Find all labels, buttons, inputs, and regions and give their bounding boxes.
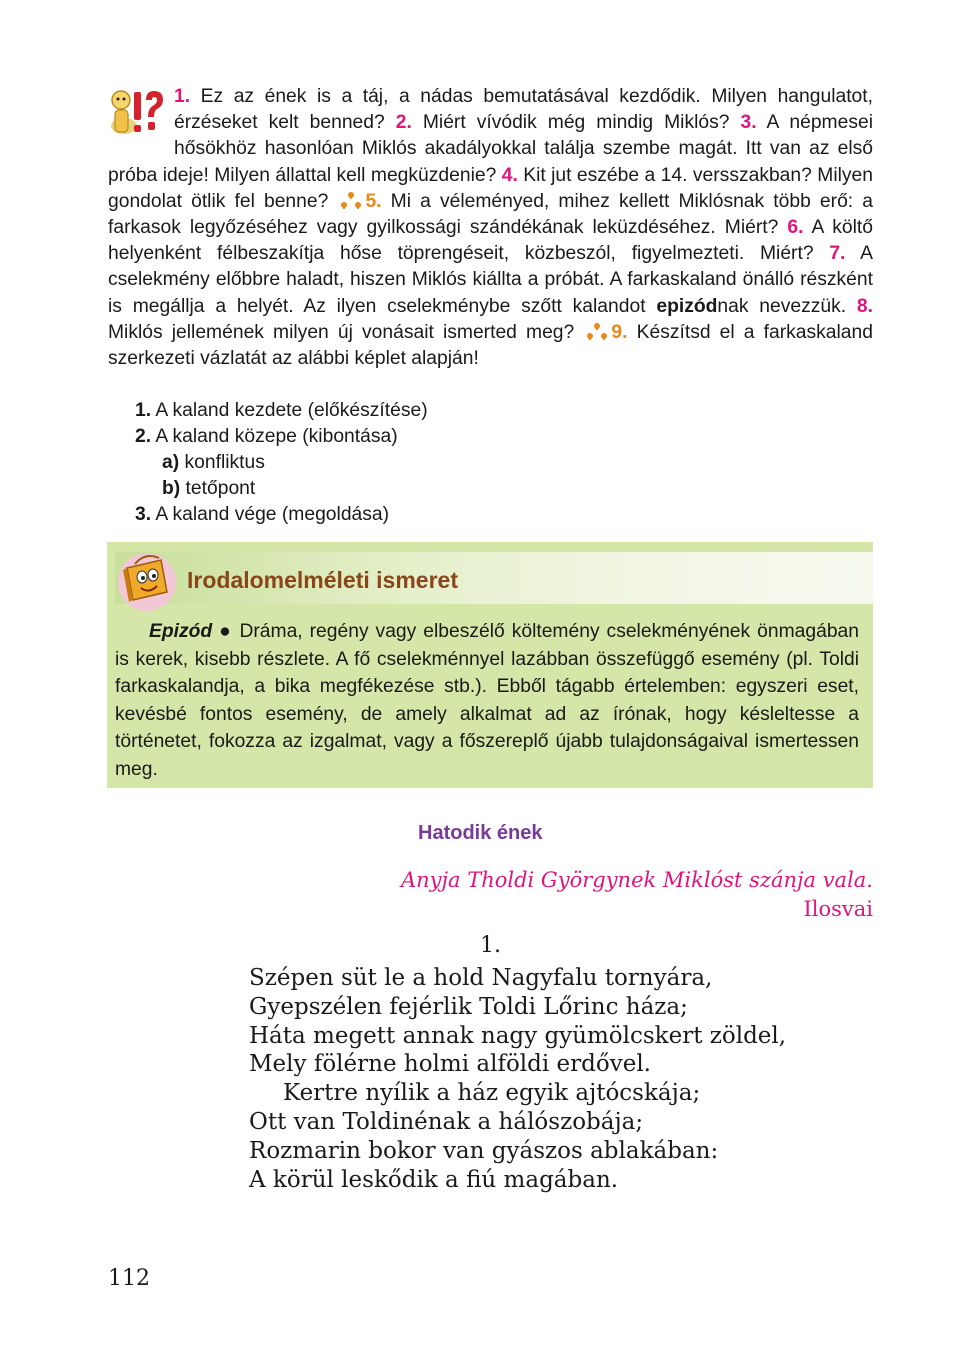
- question-number-6: 6.: [787, 217, 804, 239]
- poem-stanza: [249, 964, 786, 1194]
- motto-quote: Anyja Tholdi Györgynek Miklóst szánja vala.: [400, 868, 873, 892]
- orange-star-icon: [339, 191, 363, 211]
- question-7-term: epizód: [656, 295, 718, 317]
- theory-term: Epizód: [149, 621, 213, 642]
- question-2-text: Miért vívódik még mindig Miklós?: [411, 112, 741, 134]
- question-number-8: 8.: [856, 295, 873, 317]
- canto-title: Hatodik ének: [418, 822, 543, 844]
- outline-item-2-num: 2.: [135, 426, 152, 447]
- question-number-5: 5.: [365, 190, 382, 212]
- question-4-text: Kit jut eszébe a 14. versszakban? Milyen gondolat ötlik fel benne?: [108, 164, 873, 212]
- outline-list: [108, 398, 873, 528]
- outline-item-2-text: A kaland közepe (kibontása): [151, 426, 398, 447]
- question-3-text: A népmesei hősökhöz hasonlóan Miklós akadályokkal találja szembe magát. Itt van az első próba ideje! Milyen állattal kell megküzdenie?: [108, 112, 873, 186]
- poem-line: Ott van Toldinénak a hálószobája;: [249, 1108, 644, 1135]
- poem-line: Szépen süt le a hold Nagyfalu tornyára,: [249, 965, 713, 991]
- theory-paragraph: [115, 618, 859, 784]
- outline-item-1: [108, 398, 873, 424]
- page-number: 112: [108, 1266, 150, 1291]
- outline-item-2: [108, 424, 873, 450]
- question-1-text: Ez az ének is a táj, a nádas bemutatásával kezdődik. Milyen hangulatot, érzéseket kelt benned?: [174, 86, 873, 134]
- question-8-text: Miklós jellemének milyen új vonásait ismerted meg?: [108, 321, 584, 343]
- question-number-1: 1.: [174, 86, 191, 107]
- outline-item-1-text: A kaland kezdete (előkészítése): [151, 400, 428, 421]
- questions-paragraph: [108, 84, 873, 372]
- poem-line: A körül leskődik a fiú magában.: [249, 1166, 619, 1193]
- outline-item-3-text: A kaland vége (megoldása): [151, 504, 390, 525]
- question-7-text: A cselekmény előbbre haladt, hiszen Miklós kiállta a próbát. A farkaskaland önálló részként is megállja a helyét. Az ilyen cselekménybe szőtt kalandot: [108, 243, 873, 317]
- outline-item-2b-text: tetőpont: [180, 478, 256, 499]
- theory-definition-text: Dráma, regény vagy elbeszélő költemény cselekményének önmagában is kerek, kisebb részlete. A fő cselekménnyel lazábban összefüggő esemény (pl. Toldi farkaskalandja, a bika megfékezése stb.). Ebből tágabb értelemben: egyszeri eset, kevésbé fontos esemény, de amely alkalmat ad az írónak, hogy késleltesse a történetet, fokozza az izgalmat, vagy a főszereplő újabb tulajdonságaival ismertessen meg.: [115, 621, 859, 780]
- question-number-4: 4.: [501, 164, 518, 186]
- book-character-icon: [115, 548, 179, 612]
- outline-item-1-num: 1.: [135, 400, 152, 421]
- motto: [401, 866, 873, 924]
- outline-item-3-num: 3.: [135, 504, 152, 525]
- orange-star-icon: [585, 322, 609, 342]
- outline-item-2a: [108, 450, 873, 476]
- poem-line: Rozmarin bokor van gyászos ablakában:: [249, 1137, 719, 1164]
- exclamation-question-icon: [108, 86, 166, 138]
- poem-line: Háta megett annak nagy gyümölcskert zöldel,: [249, 1022, 787, 1049]
- question-6-text: A költő helyenként félbeszakítja hőse töprengéseit, közbeszól, figyelmezteti. Miért?: [108, 217, 873, 265]
- theory-bullet: ●: [212, 621, 240, 642]
- poem-line: Gyepszélen fejérlik Toldi Lőrinc háza;: [249, 993, 688, 1020]
- question-5-text: Mi a véleményed, mihez kellett Miklósnak több erő: a farkasok legyőzéséhez vagy gyilkossági szándékának leküzdéséhez. Miért?: [108, 190, 873, 239]
- stanza-number: 1.: [480, 933, 501, 958]
- outline-item-2b-label: b): [162, 478, 181, 499]
- question-7-text-after: nak nevezzük.: [717, 295, 857, 317]
- poem-line: Mely fölérne holmi alföldi erdővel.: [249, 1051, 651, 1078]
- theory-box: [107, 542, 873, 788]
- outline-item-2a-label: a): [162, 452, 180, 473]
- question-number-3: 3.: [740, 112, 757, 134]
- outline-item-3: [108, 502, 873, 528]
- question-9-text: Készítsd el a farkaskaland szerkezeti vázlatát az alábbi képlet alapján!: [108, 321, 873, 370]
- theory-title: Irodalomelméleti ismeret: [187, 567, 458, 593]
- theory-definition: [107, 618, 873, 784]
- outline-item-2b: [108, 476, 873, 502]
- question-number-2: 2.: [395, 112, 412, 134]
- question-number-9: 9.: [611, 321, 628, 343]
- motto-source: Ilosvai: [803, 897, 873, 921]
- poem-line: Kertre nyílik a ház egyik ajtócskája;: [283, 1080, 701, 1107]
- outline-item-2a-text: konfliktus: [179, 452, 265, 473]
- question-number-7: 7.: [829, 243, 846, 265]
